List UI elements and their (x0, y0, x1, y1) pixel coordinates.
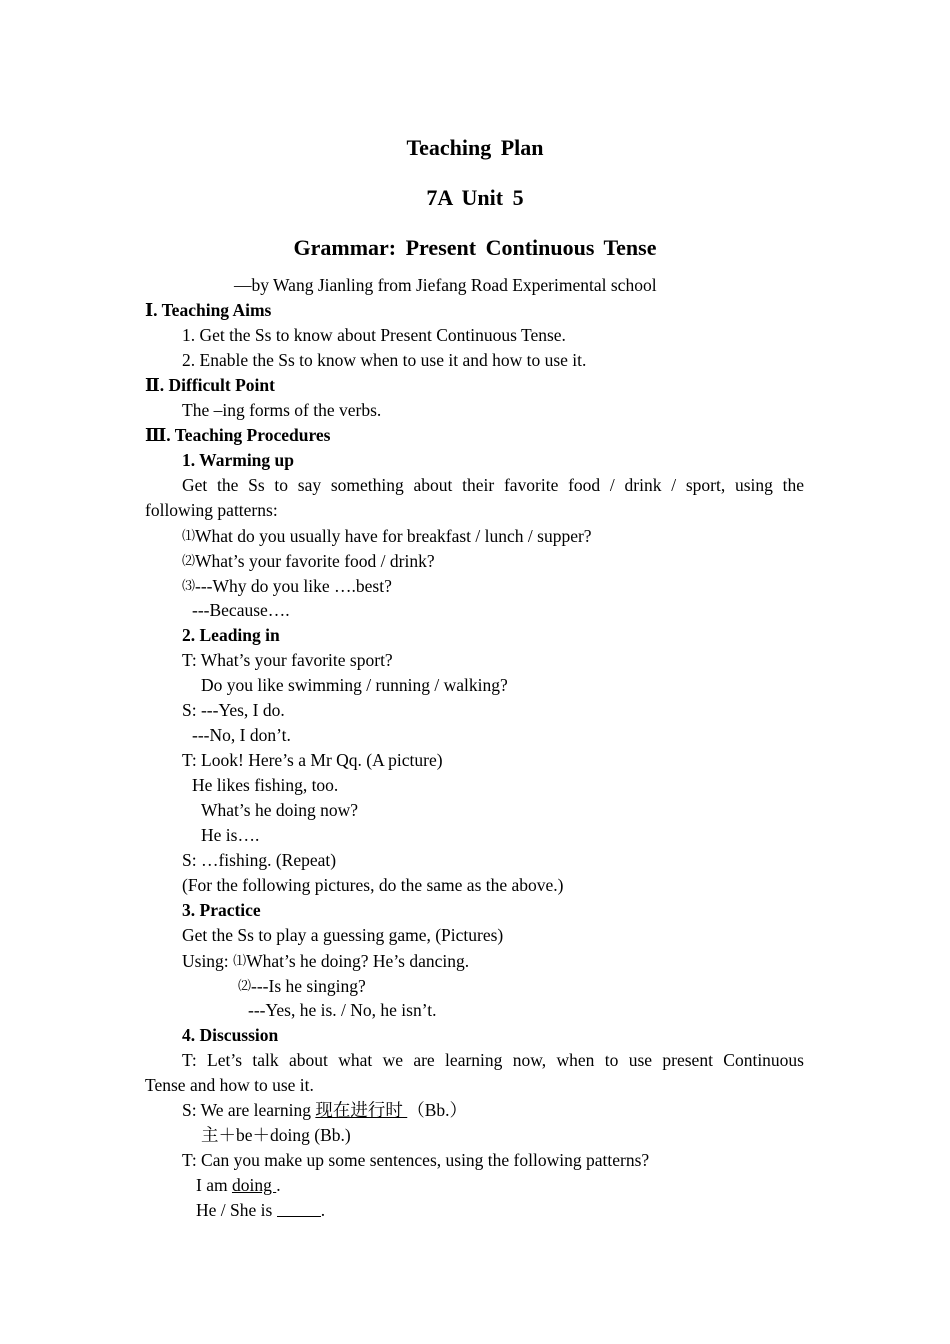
pattern-text: What’s your favorite food / drink? (195, 551, 435, 571)
dialogue-line: Do you like swimming / running / walking? (201, 675, 508, 695)
pattern-text: I am (196, 1175, 232, 1195)
dialogue-line: (For the following pictures, do the same as the above.) (182, 875, 564, 895)
pattern-answer: ---Because…. (192, 600, 290, 620)
author-byline: —by Wang Jianling from Jiefang Road Experimental school (234, 275, 657, 295)
pattern-text: ---Why do you like ….best? (195, 576, 392, 596)
underlined-answer: 现在进行时 (315, 1100, 408, 1120)
practice-line: Get the Ss to play a guessing game, (Pictures) (182, 925, 504, 945)
discussion-line: Tense and how to use it. (145, 1075, 314, 1095)
warming-up-heading: 1. Warming up (182, 450, 294, 470)
underlined-answer: doing (231, 1175, 277, 1195)
dialogue-line: S: ---Yes, I do. (182, 700, 285, 720)
pattern-text: What do you usually have for breakfast / lunch / supper? (195, 526, 592, 546)
aim-item: 1. Get the Ss to know about Present Continuous Tense. (182, 325, 566, 345)
fill-in-blank (277, 1202, 321, 1217)
practice-line (182, 948, 469, 974)
discussion-heading: 4. Discussion (182, 1025, 279, 1045)
discussion-line: T: Can you make up some sentences, using the following patterns? (182, 1150, 650, 1170)
practice-heading: 3. Practice (182, 900, 261, 920)
pattern-number: ⑵ (182, 553, 196, 568)
aim-item: 2. Enable the Ss to know when to use it and how to use it. (182, 350, 587, 370)
dialogue-line: T: What’s your favorite sport? (182, 650, 393, 670)
pattern-text: . (276, 1175, 281, 1195)
unit-title: 7A Unit 5 (426, 185, 524, 210)
practice-text: ---Is he singing? (251, 976, 366, 996)
structure-formula: 主＋be＋doing (Bb.) (201, 1125, 351, 1145)
dialogue-line: He is…. (201, 825, 260, 845)
dialogue-line: T: Look! Here’s a Mr Qq. (A picture) (182, 750, 443, 770)
pattern-number: ⑴ (233, 953, 247, 968)
warming-intro-line: following patterns: (145, 500, 278, 520)
pattern-number: ⑶ (182, 578, 196, 593)
practice-using-label: Using: (182, 951, 234, 971)
practice-line (238, 973, 366, 999)
pattern-item (182, 523, 592, 549)
aims-heading: Ⅰ. Teaching Aims (145, 300, 272, 320)
practice-text: What’s he doing? He’s dancing. (246, 951, 470, 971)
procedures-heading: Ⅲ. Teaching Procedures (145, 425, 331, 445)
document-title: Teaching Plan (406, 135, 544, 160)
sentence-pattern (196, 1198, 325, 1223)
discussion-text: （Bb.） (407, 1100, 468, 1120)
discussion-text: S: We are learning (182, 1100, 316, 1120)
pattern-item (182, 548, 435, 574)
leading-in-heading: 2. Leading in (182, 625, 280, 645)
grammar-title: Grammar: Present Continuous Tense (293, 235, 657, 260)
pattern-number: ⑵ (238, 978, 252, 993)
discussion-line: T: Let’s talk about what we are learning now, when to use present Continuous (182, 1050, 804, 1070)
dialogue-line: S: …fishing. (Repeat) (182, 850, 337, 870)
sentence-pattern (196, 1173, 281, 1198)
practice-line: ---Yes, he is. / No, he isn’t. (248, 1000, 437, 1020)
pattern-item (182, 573, 392, 599)
dialogue-line: What’s he doing now? (201, 800, 358, 820)
difficult-point-text: The –ing forms of the verbs. (182, 400, 382, 420)
difficult-point-heading: Ⅱ. Difficult Point (145, 375, 275, 395)
pattern-text: He / She is (196, 1200, 277, 1220)
dialogue-line: ---No, I don’t. (192, 725, 291, 745)
warming-intro-line: Get the Ss to say something about their favorite food / drink / sport, using the (182, 475, 804, 495)
pattern-text: . (320, 1200, 326, 1220)
dialogue-line: He likes fishing, too. (192, 775, 339, 795)
discussion-line (182, 1098, 467, 1123)
pattern-number: ⑴ (182, 528, 196, 543)
